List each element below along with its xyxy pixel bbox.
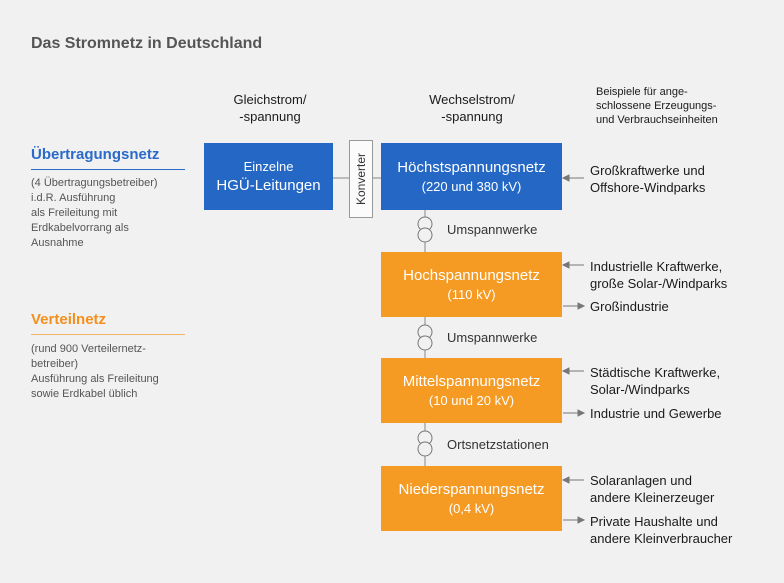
- examples-header-line3: und Verbrauchseinheiten: [596, 114, 718, 126]
- examples-header-line1: Beispiele für ange-: [596, 86, 688, 98]
- dc-header-line2: -spannung: [239, 109, 301, 124]
- example-line: große Solar-/Windparks: [590, 276, 728, 291]
- example-line: Offshore-Windparks: [590, 180, 706, 195]
- transmission-note-line: i.d.R. Ausführung: [31, 192, 116, 204]
- level-name: Niederspannungsnetz: [398, 481, 545, 498]
- dc-header-line1: Gleichstrom/: [233, 92, 307, 107]
- transmission-note-line: Ausnahme: [31, 237, 84, 249]
- example-line: Solaranlagen und: [590, 473, 692, 488]
- hvdc-line1: Einzelne: [243, 159, 294, 174]
- example-households: [590, 513, 732, 547]
- distribution-note-line: betreiber): [31, 358, 79, 370]
- example-line: Städtische Kraftwerke,: [590, 365, 721, 380]
- hvdc-lines-box: [204, 143, 333, 210]
- level-name: Mittelspannungsnetz: [402, 373, 541, 390]
- transmission-heading: Übertragungsnetz: [31, 146, 160, 163]
- example-industry-trade: Industrie und Gewerbe: [590, 406, 722, 421]
- distribution-heading: Verteilnetz: [31, 311, 107, 328]
- examples-header-line2: schlossene Erzeugungs-: [596, 100, 717, 112]
- distribution-note-line: (rund 900 Verteilernetz-: [31, 343, 146, 355]
- level-voltage: (220 und 380 kV): [421, 179, 522, 194]
- hvdc-line2: HGÜ-Leitungen: [216, 177, 321, 194]
- example-line: Solar-/Windparks: [590, 382, 690, 397]
- page-title: Das Stromnetz in Deutschland: [31, 35, 263, 52]
- level-voltage: (110 kV): [447, 287, 496, 302]
- example-line: Private Haushalte und: [590, 514, 718, 529]
- converter-label: Konverter: [354, 152, 368, 206]
- ac-header-line2: -spannung: [441, 109, 503, 124]
- distribution-note-line: Ausführung als Freileitung: [31, 373, 159, 385]
- example-large-plants: [590, 162, 705, 196]
- transformer-icon: [418, 325, 432, 350]
- output-arrow-icon: [563, 410, 584, 416]
- transformer-icon: [418, 217, 432, 242]
- input-arrow-icon: [563, 368, 584, 374]
- distribution-note-line: sowie Erdkabel üblich: [31, 388, 138, 400]
- transmission-note-line: als Freileitung mit: [31, 207, 118, 219]
- example-large-industry: Großindustrie: [590, 299, 669, 314]
- transformer-icon: [418, 431, 432, 456]
- input-arrow-icon: [563, 175, 584, 181]
- level-voltage: (0,4 kV): [448, 501, 495, 516]
- substation-label: Ortsnetzstationen: [447, 437, 549, 452]
- output-arrow-icon: [563, 517, 584, 523]
- example-city-plants: [590, 364, 720, 398]
- level-voltage: (10 und 20 kV): [428, 393, 515, 408]
- level-name: Hochspannungsnetz: [403, 267, 540, 284]
- substation-label: Umspannwerke: [447, 330, 538, 345]
- converter-box: [349, 140, 373, 218]
- transmission-note-line: Erdkabelvorrang als: [31, 222, 129, 234]
- low-voltage-box: [381, 466, 562, 531]
- example-line: Großkraftwerke und: [590, 163, 705, 178]
- substation-label: Umspannwerke: [447, 222, 538, 237]
- medium-voltage-box: [381, 358, 562, 423]
- high-voltage-box: [381, 252, 562, 317]
- input-arrow-icon: [563, 477, 584, 483]
- input-arrow-icon: [563, 262, 584, 268]
- output-arrow-icon: [563, 303, 584, 309]
- example-small-generators: [590, 472, 714, 506]
- example-line: andere Kleinverbraucher: [590, 531, 733, 546]
- extra-high-voltage-box: [381, 143, 562, 210]
- example-industrial-plants: [590, 258, 727, 292]
- example-line: andere Kleinerzeuger: [590, 490, 715, 505]
- ac-header-line1: Wechselstrom/: [429, 92, 515, 107]
- transmission-note-line: (4 Übertragungsbetreiber): [31, 177, 158, 189]
- level-name: Höchstspannungsnetz: [397, 159, 546, 176]
- example-line: Industrielle Kraftwerke,: [590, 259, 723, 274]
